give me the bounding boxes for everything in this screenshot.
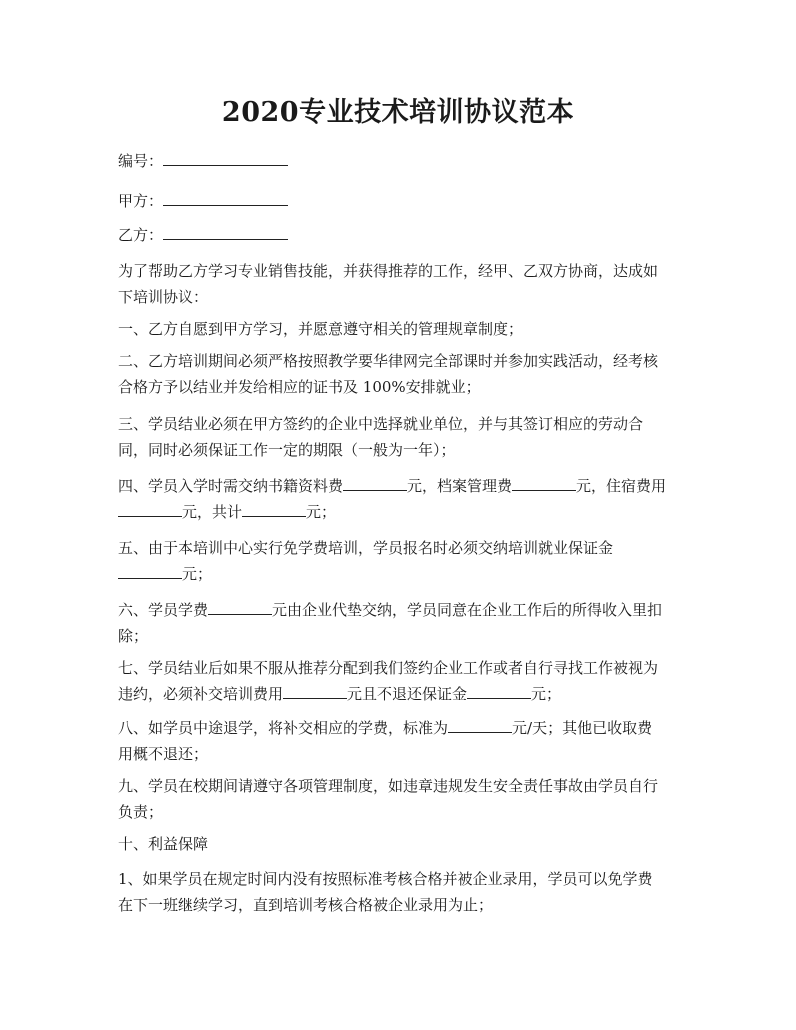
blank-total-fee[interactable] (242, 500, 306, 517)
blank-tuition[interactable] (208, 598, 272, 615)
clause-text: 元； (306, 503, 337, 521)
clause-line: 七、学员结业后如果不服从推荐分配到我们签约企业工作或者自行寻找工作被视为 (118, 659, 659, 677)
clause-3 (118, 411, 684, 463)
blank-lodging-fee[interactable] (118, 500, 182, 517)
intro-line: 为了帮助乙方学习专业销售技能，并获得推荐的工作，经甲、乙双方协商，达成如 (118, 262, 659, 280)
blank-guarantee[interactable] (467, 682, 531, 699)
clause-text: 元，共计 (182, 503, 243, 521)
clause-line (118, 715, 684, 741)
clause-line: 负责； (118, 803, 164, 821)
clause-line (118, 597, 684, 623)
clause-text: 违约，必须补交培训费用 (118, 685, 284, 703)
clause-line: 除； (118, 627, 149, 645)
clause-line: 九、学员在校期间请遵守各项管理制度，如违章违规发生安全责任事故由学员自行 (118, 777, 659, 795)
clause-text: 六、学员学费 (118, 601, 209, 619)
clause-text: 元由企业代垫交纳，学员同意在企业工作后的所得收入里扣 (272, 601, 663, 619)
clause-2 (118, 348, 684, 400)
blank-deposit[interactable] (118, 562, 182, 579)
clause-text: 元； (531, 685, 562, 703)
clause-line (118, 473, 684, 499)
clause-line (118, 681, 684, 707)
document-title: 2020专业技术培训协议范本 (221, 97, 575, 128)
sub-clause-1 (118, 866, 684, 918)
clause-line: 一、乙方自愿到甲方学习，并愿意遵守相关的管理规章制度； (118, 320, 524, 338)
clause-text: 四、学员入学时需交纳书籍资料费 (118, 477, 344, 495)
field-number-blank[interactable] (163, 150, 288, 166)
clause-9 (118, 773, 684, 825)
field-party-a-label: 甲方： (118, 192, 164, 210)
field-party-b (118, 224, 288, 245)
clause-text: 八、如学员中途退学，将补交相应的学费，标准为 (118, 719, 449, 737)
clause-line (118, 499, 684, 525)
clause-line: 同，同时必须保证工作一定的期限（一般为一年）； (118, 441, 456, 459)
field-number-label: 编号： (118, 152, 164, 170)
blank-book-fee[interactable] (343, 474, 407, 491)
clause-line: 合格方予以结业并发给相应的证书及 100%安排就业； (118, 378, 481, 396)
clause-line: 三、学员结业必须在甲方签约的企业中选择就业单位，并与其签订相应的劳动合 (118, 415, 644, 433)
field-number (118, 150, 288, 171)
clause-8 (118, 715, 684, 767)
intro-paragraph (118, 258, 684, 310)
clause-line: 五、由于本培训中心实行免学费培训，学员报名时必须交纳培训就业保证金 (118, 539, 614, 557)
clause-4 (118, 473, 684, 525)
clause-10 (118, 831, 684, 857)
clause-line: 在下一班继续学习，直到培训考核合格被企业录用为止； (118, 896, 494, 914)
clause-6 (118, 597, 684, 649)
clause-text: 元，住宿费用 (576, 477, 667, 495)
field-party-b-label: 乙方： (118, 226, 164, 244)
field-party-b-blank[interactable] (163, 224, 288, 240)
field-party-a (118, 190, 288, 211)
clause-7 (118, 655, 684, 707)
clause-text: 元且不退还保证金 (347, 685, 468, 703)
clause-line: 1、如果学员在规定时间内没有按照标准考核合格并被企业录用，学员可以免学费 (118, 870, 653, 888)
clause-line: 用概不退还； (118, 745, 209, 763)
clause-text: 元，档案管理费 (407, 477, 513, 495)
clause-line (118, 561, 684, 587)
intro-line: 下培训协议： (118, 288, 209, 306)
clause-line: 十、利益保障 (118, 835, 209, 853)
blank-daily-rate[interactable] (448, 716, 512, 733)
clause-5 (118, 535, 684, 587)
field-party-a-blank[interactable] (163, 190, 288, 206)
clause-1 (118, 316, 684, 342)
blank-archive-fee[interactable] (512, 474, 576, 491)
clause-text: 元； (182, 565, 213, 583)
blank-training-fee[interactable] (283, 682, 347, 699)
clause-line: 二、乙方培训期间必须严格按照教学要华律网完全部课时并参加实践活动，经考核 (118, 352, 659, 370)
clause-text: 元/天；其他已收取费 (512, 719, 653, 737)
